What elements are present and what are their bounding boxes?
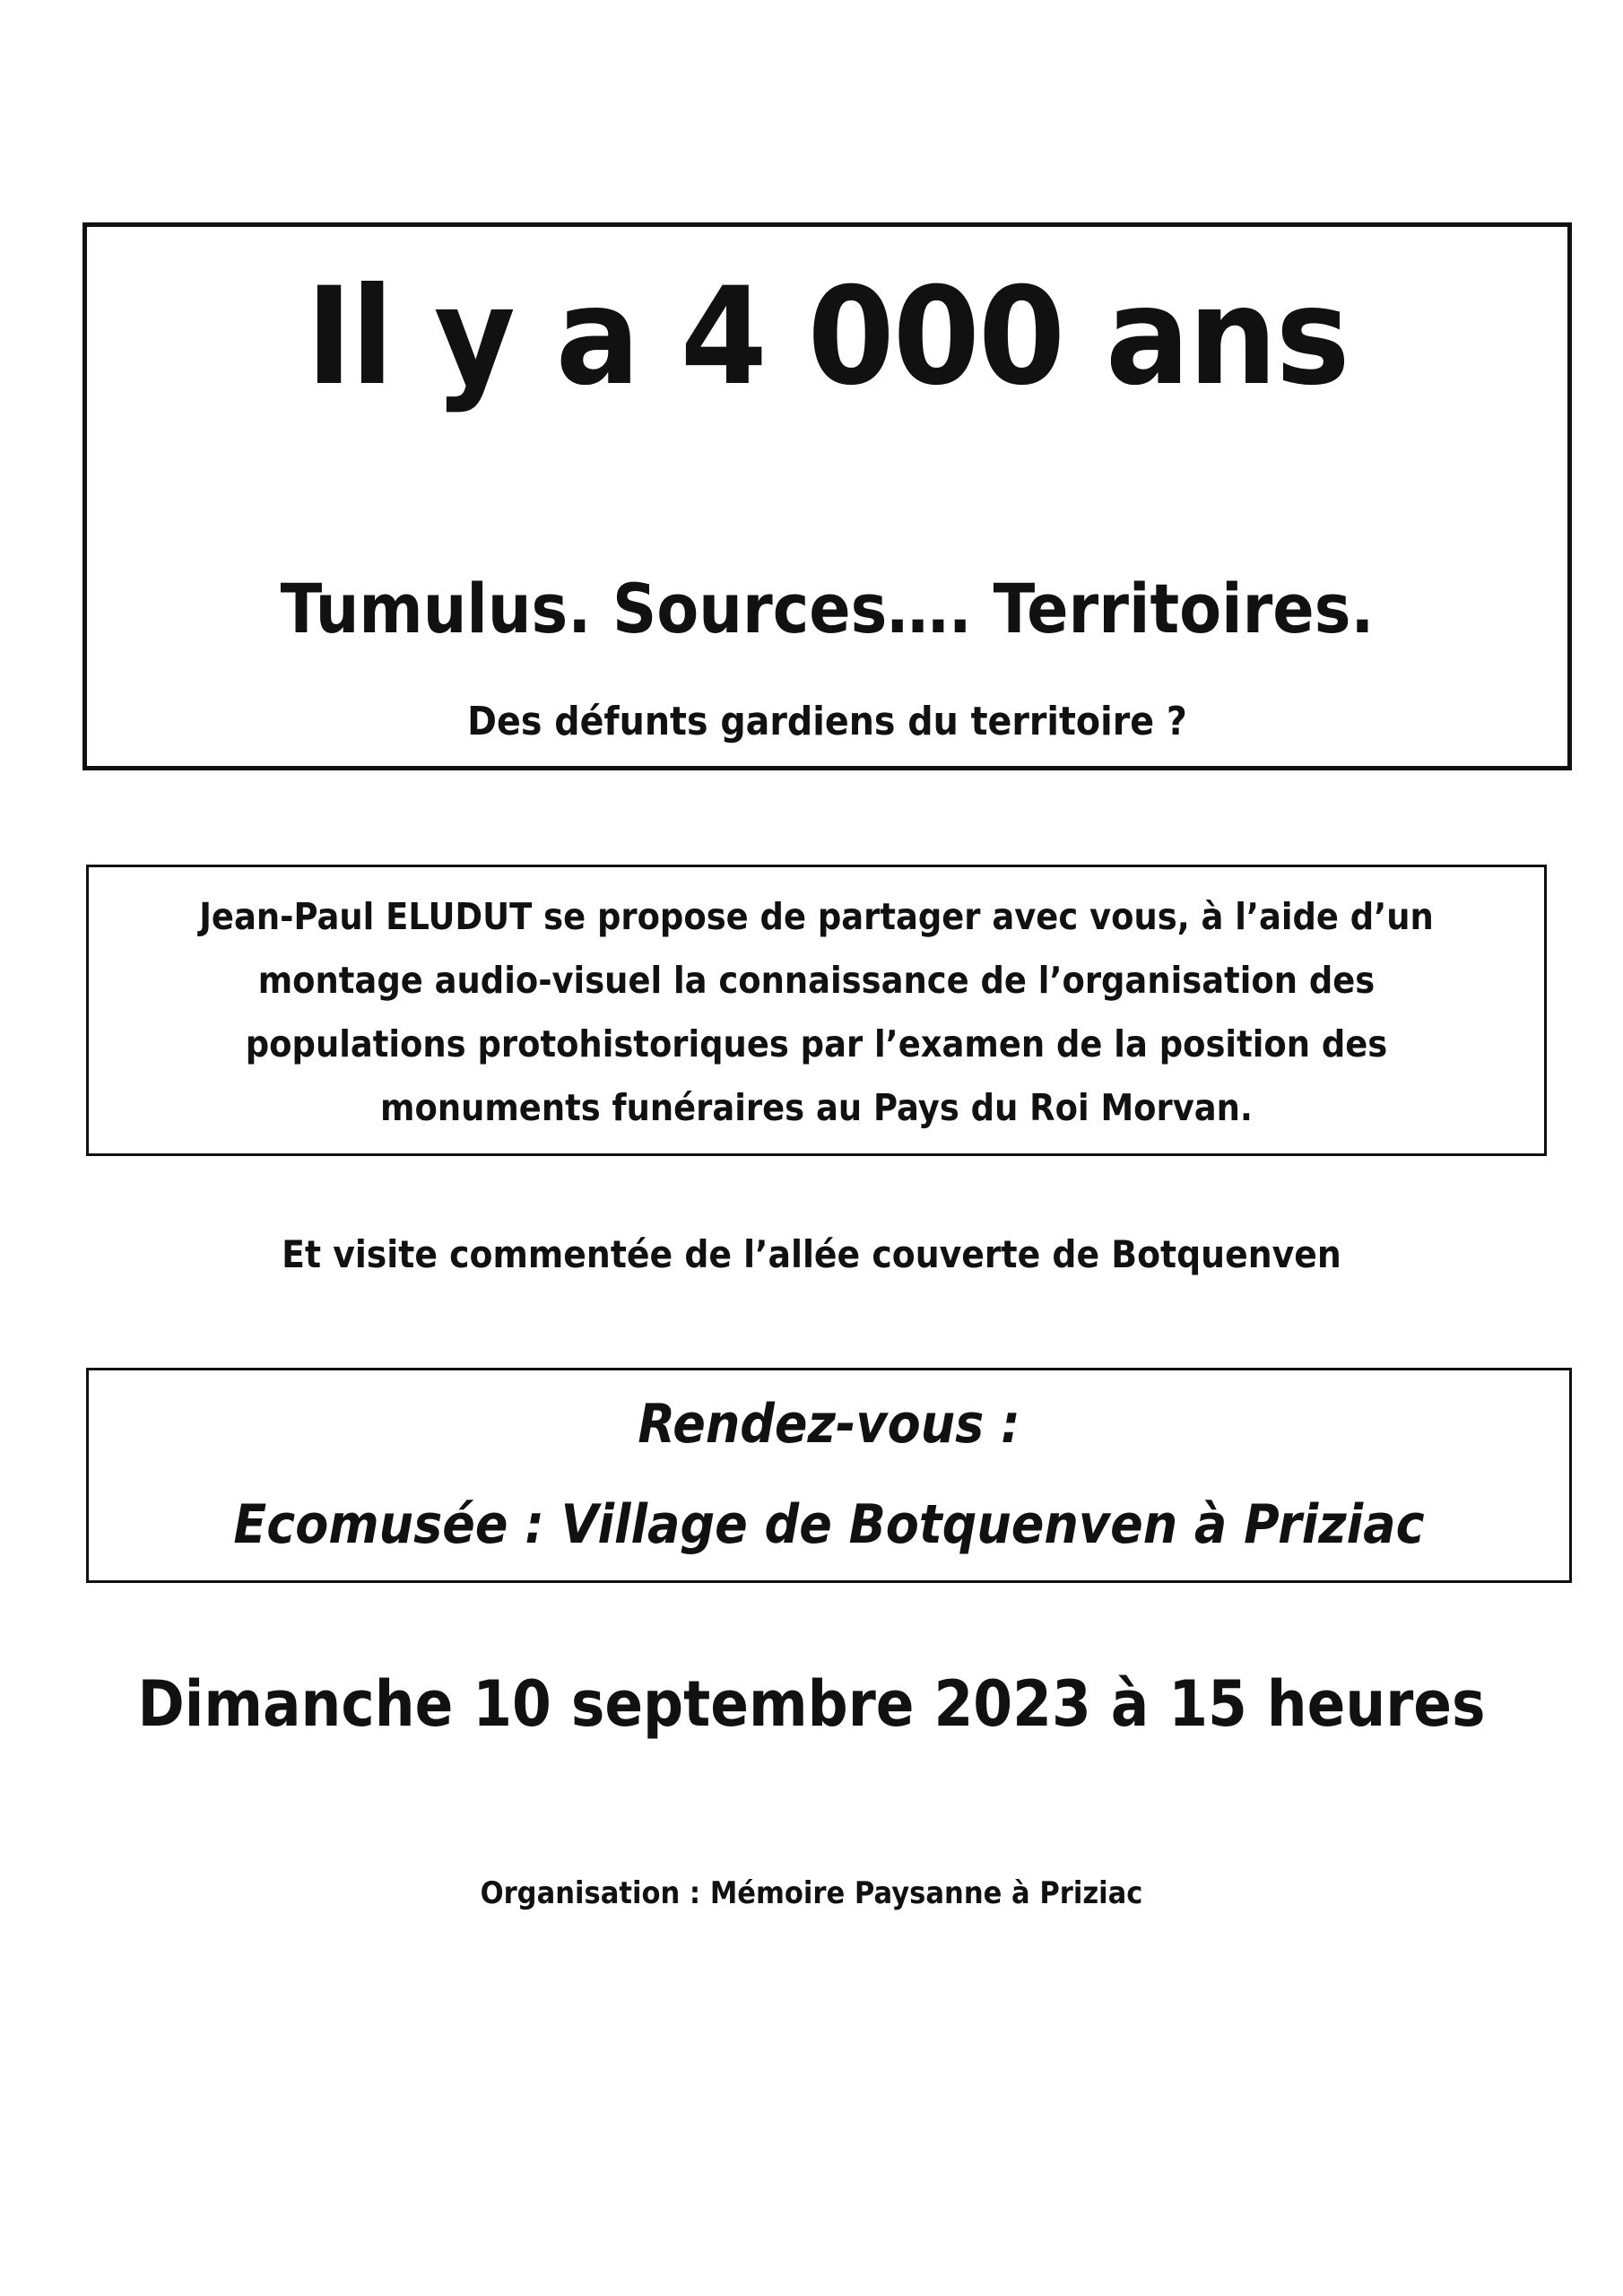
event-date: Dimanche 10 septembre 2023 à 15 heures (137, 1667, 1486, 1741)
visit-note: Et visite commentée de l’allée couverte de Botquenven (282, 1232, 1341, 1276)
title-box (82, 222, 1572, 770)
subtitle: Tumulus. Sources…. Territoires. (280, 569, 1375, 648)
rendezvous-heading: Rendez-vous : (638, 1393, 1020, 1456)
main-title: Il y a 4 000 ans (306, 259, 1349, 415)
rendezvous-box (86, 1368, 1572, 1583)
tagline: Des défunts gardiens du territoire ? (467, 699, 1187, 744)
description-box (86, 865, 1547, 1156)
description-line: monuments funéraires au Pays du Roi Morvan. (380, 1086, 1253, 1129)
description-line: montage audio-visuel la connaissance de l’organisation des (257, 959, 1376, 1002)
description-line: populations protohistoriques par l’examen de la position des (245, 1022, 1388, 1065)
organisation-credit: Organisation : Mémoire Paysanne à Priziac (480, 1875, 1143, 1911)
description-text (161, 885, 1471, 1140)
rendezvous-location: Ecomusée : Village de Botquenven à Priziac (233, 1493, 1425, 1556)
description-line: Jean-Paul ELUDUT se propose de partager avec vous, à l’aide d’un (199, 895, 1434, 938)
